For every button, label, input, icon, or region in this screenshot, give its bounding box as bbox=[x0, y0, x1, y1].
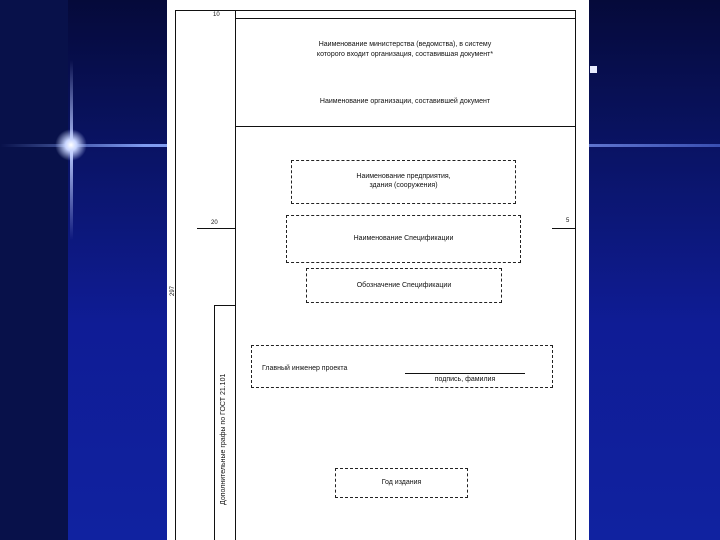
left-dimension-line bbox=[197, 228, 235, 229]
side-column-top bbox=[214, 305, 235, 306]
additional-fields-note: Дополнительные графы по ГОСТ 21.101 bbox=[220, 373, 227, 505]
dimension-line-left bbox=[175, 10, 176, 540]
side-column-line bbox=[214, 305, 215, 540]
spec-designation-text: Обозначение Спецификации bbox=[356, 282, 452, 289]
ministry-line-2: которого входит организация, составившая документ* bbox=[316, 51, 494, 58]
frame-line-top bbox=[175, 10, 575, 11]
dimension-height-label: 297 bbox=[170, 285, 176, 296]
right-dimension-line bbox=[552, 228, 575, 229]
year-text: Год издания bbox=[381, 479, 422, 486]
organization-name: Наименование организации, составившей документ bbox=[319, 98, 491, 105]
enterprise-line-2: здания (сооружения) bbox=[369, 182, 438, 189]
spec-name-text: Наименование Спецификации bbox=[353, 235, 454, 242]
sparkle-icon bbox=[55, 129, 87, 161]
ministry-line-1: Наименование министерства (ведомства), в систему bbox=[318, 41, 492, 48]
slide-left-strip bbox=[0, 0, 68, 540]
spec-designation-box bbox=[306, 268, 502, 303]
frame-line-right bbox=[575, 10, 576, 540]
chief-engineer-label: Главный инженер проекта bbox=[262, 365, 348, 372]
chief-engineer-box bbox=[251, 345, 553, 388]
spec-name-box bbox=[286, 215, 521, 263]
square-bullet-icon bbox=[590, 66, 597, 73]
dimension-left-label: 20 bbox=[211, 220, 218, 226]
signature-line bbox=[405, 373, 525, 374]
header-divider-line bbox=[235, 126, 575, 127]
year-box bbox=[335, 468, 468, 498]
inner-frame-top bbox=[235, 18, 575, 19]
dimension-right-label: 5 bbox=[566, 218, 570, 224]
enterprise-name-box bbox=[291, 160, 516, 204]
signature-caption: подпись, фамилия bbox=[434, 376, 496, 383]
frame-line-left bbox=[235, 10, 236, 540]
dimension-top-label: 10 bbox=[213, 12, 220, 18]
title-page-drawing bbox=[167, 0, 589, 540]
enterprise-line-1: Наименование предприятия, bbox=[356, 173, 451, 180]
